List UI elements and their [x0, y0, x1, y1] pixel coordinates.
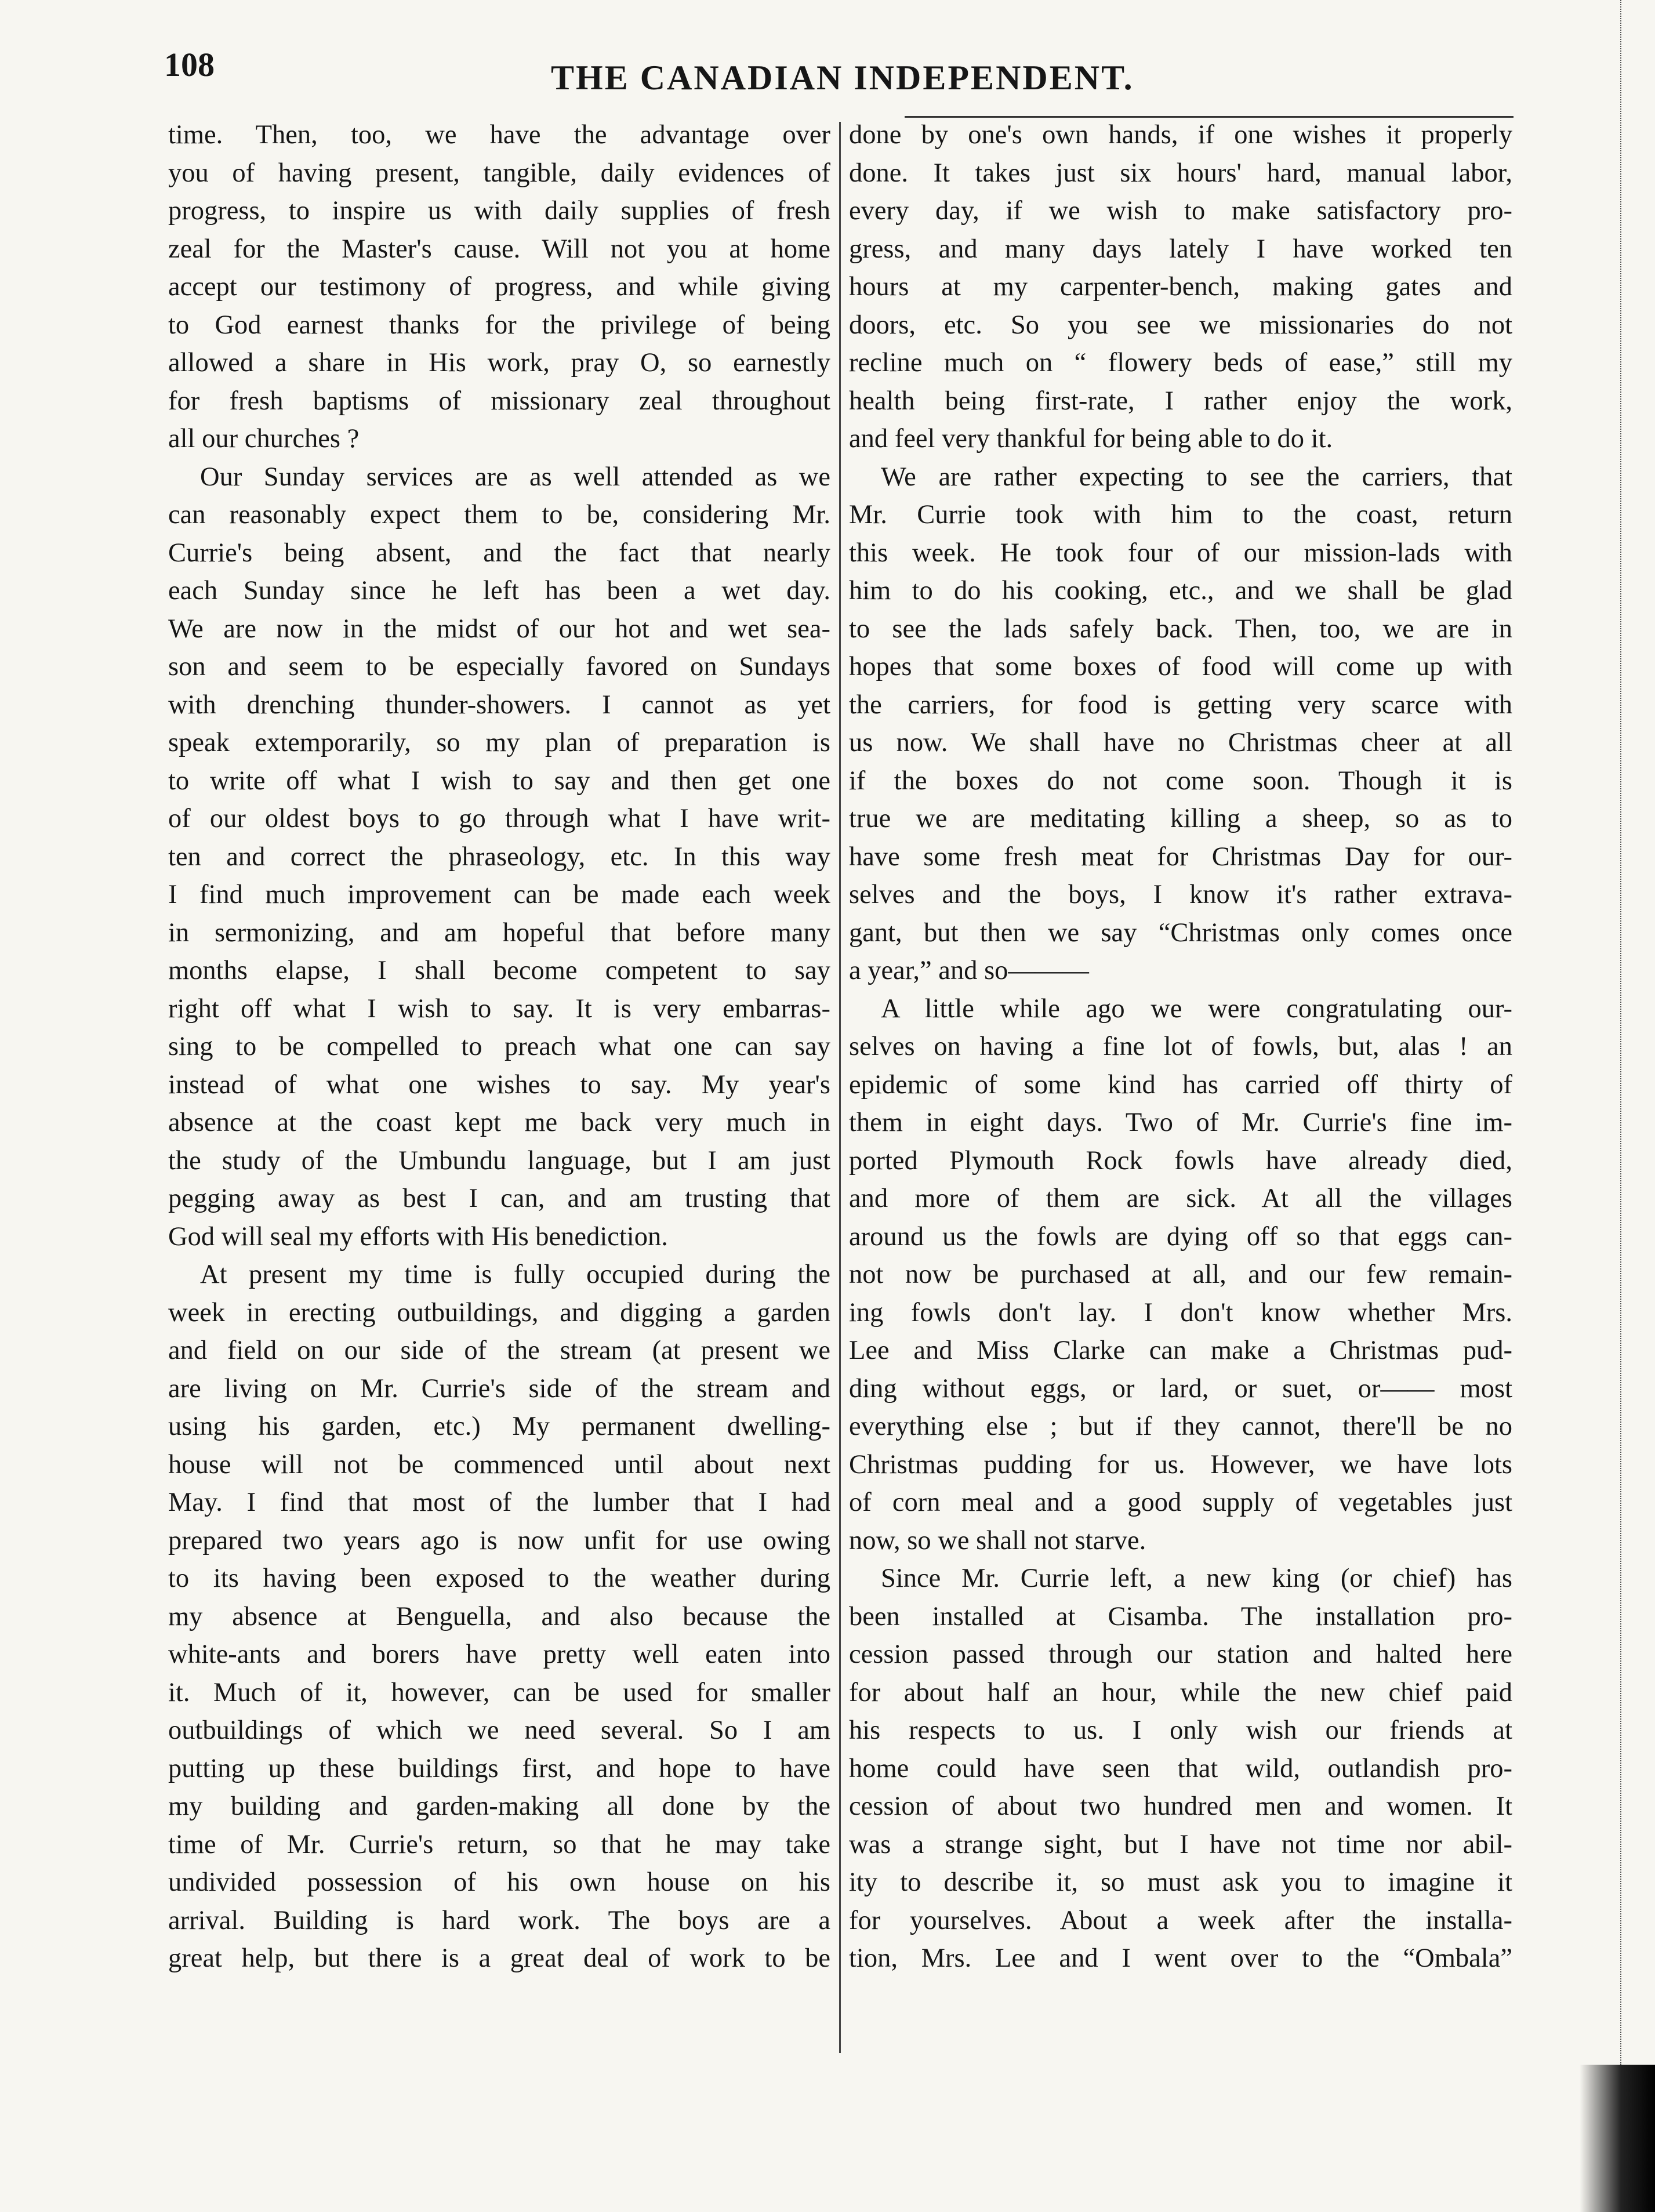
text-line: selves and the boys, I know it's rather extrava-	[849, 880, 1512, 909]
text-line: white-ants and borers have pretty well eaten into	[168, 1640, 830, 1669]
text-line: ity to describe it, so must ask you to imagine it	[849, 1867, 1512, 1897]
text-line: to its having been exposed to the weather during	[168, 1564, 830, 1593]
text-line: was a strange sight, but I have not time nor abil-	[849, 1829, 1512, 1859]
text-line: arrival. Building is hard work. The boys are a	[168, 1905, 830, 1935]
text-line: a year,” and so———	[849, 956, 1089, 985]
text-line: his respects to us. I only wish our friends at	[849, 1716, 1512, 1745]
text-line: selves on having a fine lot of fowls, but, alas ! an	[849, 1032, 1512, 1061]
text-line: epidemic of some kind has carried off thirty of	[849, 1069, 1512, 1100]
text-line: prepared two years ago is now unfit for use owing	[168, 1525, 830, 1555]
page-number: 108	[164, 46, 215, 84]
text-line: doors, etc. So you see we missionaries do not	[849, 310, 1512, 340]
text-line: gant, but then we say “Christmas only comes once	[849, 918, 1512, 948]
text-line: May. I find that most of the lumber that I had	[168, 1488, 830, 1517]
text-line: in sermonizing, and am hopeful that before many	[168, 918, 830, 948]
text-line: undivided possession of his own house on his	[168, 1867, 830, 1897]
text-line: God will seal my efforts with His benediction.	[168, 1221, 668, 1252]
text-line: recline much on “ flowery beds of ease,” still my	[849, 348, 1512, 378]
column-divider	[839, 122, 841, 2053]
text-line: week in erecting outbuildings, and digging a garden	[168, 1297, 830, 1328]
text-line: speak extemporarily, so my plan of preparation is	[168, 728, 830, 757]
text-line: cession of about two hundred men and women. It	[849, 1792, 1512, 1821]
text-line: for about half an hour, while the new chief paid	[849, 1677, 1512, 1707]
text-line: We are now in the midst of our hot and wet sea-	[168, 614, 830, 644]
text-line: months elapse, I shall become competent to say	[168, 956, 830, 985]
text-line: Currie's being absent, and the fact that nearly	[168, 538, 830, 568]
binding-edge	[1620, 0, 1621, 2065]
left-column	[168, 116, 830, 1978]
text-line: hopes that some boxes of food will come up with	[849, 652, 1512, 681]
text-line: the study of the Umbundu language, but I am just	[168, 1145, 830, 1176]
text-line: everything else ; but if they cannot, there'll be no	[849, 1412, 1512, 1441]
text-line: home could have seen that wild, outlandish pro-	[849, 1753, 1512, 1783]
text-line: and feel very thankful for being able to do it.	[849, 424, 1333, 454]
text-line: Mr. Currie took with him to the coast, return	[849, 500, 1512, 530]
text-line: zeal for the Master's cause. Will not you at home	[168, 234, 830, 264]
text-line: great help, but there is a great deal of work to be	[168, 1943, 830, 1973]
text-line: Our Sunday services are as well attended as we	[200, 462, 830, 492]
text-line: Since Mr. Currie left, a new king (or chief) has	[881, 1564, 1512, 1593]
text-line: allowed a share in His work, pray O, so earnestly	[168, 348, 830, 378]
text-line: son and seem to be especially favored on Sundays	[168, 652, 830, 681]
text-line: to see the lads safely back. Then, too, we are in	[849, 614, 1512, 644]
text-line: around us the fowls are dying off so that eggs can-	[849, 1221, 1512, 1252]
right-column	[849, 116, 1512, 1978]
text-line: for fresh baptisms of missionary zeal throughout	[168, 386, 830, 416]
text-line: us now. We shall have no Christmas cheer at all	[849, 728, 1512, 757]
text-line: for yourselves. About a week after the installa-	[849, 1905, 1512, 1935]
text-line: this week. He took four of our mission-lads with	[849, 538, 1512, 568]
text-line: We are rather expecting to see the carriers, that	[881, 462, 1512, 492]
text-line: instead of what one wishes to say. My year's	[168, 1069, 830, 1100]
text-line: Christmas pudding for us. However, we have lots	[849, 1449, 1512, 1479]
text-line: him to do his cooking, etc., and we shall be glad	[849, 576, 1512, 605]
running-head: THE CANADIAN INDEPENDENT.	[551, 59, 1134, 97]
text-line: and more of them are sick. At all the villages	[849, 1184, 1512, 1213]
text-line: of corn meal and a good supply of vegetables just	[849, 1488, 1512, 1517]
text-line: Lee and Miss Clarke can make a Christmas pud-	[849, 1336, 1512, 1365]
text-line: not now be purchased at all, and our few remain-	[849, 1260, 1512, 1289]
text-line: every day, if we wish to make satisfactory pro-	[849, 196, 1512, 226]
text-line: of our oldest boys to go through what I have writ-	[168, 804, 830, 833]
text-line: to write off what I wish to say and then get one	[168, 766, 830, 796]
text-line: right off what I wish to say. It is very embarras-	[168, 993, 830, 1024]
text-line: hours at my carpenter-bench, making gates and	[849, 272, 1512, 302]
text-line: tion, Mrs. Lee and I went over to the “Ombala”	[849, 1943, 1512, 1973]
text-line: my absence at Benguella, and also because the	[168, 1601, 830, 1631]
text-line: been installed at Cisamba. The installation pro-	[849, 1601, 1512, 1631]
binding-shadow	[1580, 2065, 1655, 2212]
text-line: and field on our side of the stream (at present we	[168, 1336, 830, 1365]
text-line: time. Then, too, we have the advantage over	[168, 120, 830, 150]
text-line: done. It takes just six hours' hard, manual labor,	[849, 158, 1512, 188]
text-line: with drenching thunder-showers. I cannot as yet	[168, 690, 830, 720]
text-line: ding without eggs, or lard, or suet, or—— most	[849, 1373, 1512, 1404]
text-line: pegging away as best I can, and am trusting that	[168, 1184, 830, 1213]
text-line: house will not be commenced until about next	[168, 1449, 830, 1479]
text-line: outbuildings of which we need several. So I am	[168, 1716, 830, 1745]
text-line: you of having present, tangible, daily evidences of	[168, 158, 830, 188]
text-line: them in eight days. Two of Mr. Currie's fine im-	[849, 1108, 1512, 1137]
text-line: time of Mr. Currie's return, so that he may take	[168, 1829, 830, 1859]
text-line: my building and garden-making all done by the	[168, 1792, 830, 1821]
text-line: gress, and many days lately I have worked ten	[849, 234, 1512, 264]
text-line: ported Plymouth Rock fowls have already died,	[849, 1145, 1512, 1176]
text-line: At present my time is fully occupied during the	[200, 1260, 830, 1289]
text-line: cession passed through our station and halted here	[849, 1640, 1512, 1669]
text-line: each Sunday since he left has been a wet day.	[168, 576, 830, 605]
text-line: I find much improvement can be made each week	[168, 880, 830, 909]
text-line: ing fowls don't lay. I don't know whether Mrs.	[849, 1297, 1512, 1328]
text-line: putting up these buildings first, and hope to have	[168, 1753, 830, 1783]
text-line: can reasonably expect them to be, considering Mr.	[168, 500, 830, 530]
text-line: health being first-rate, I rather enjoy the work,	[849, 386, 1512, 416]
text-line: true we are meditating killing a sheep, so as to	[849, 804, 1512, 833]
text-line: absence at the coast kept me back very much in	[168, 1108, 830, 1137]
text-line: it. Much of it, however, can be used for smaller	[168, 1677, 830, 1707]
text-line: have some fresh meat for Christmas Day for our-	[849, 842, 1512, 872]
text-line: the carriers, for food is getting very scarce with	[849, 690, 1512, 720]
text-line: using his garden, etc.) My permanent dwelling-	[168, 1412, 830, 1441]
text-line: sing to be compelled to preach what one can say	[168, 1032, 830, 1061]
text-line: A little while ago we were congratulating our-	[881, 993, 1512, 1024]
text-line: to God earnest thanks for the privilege of being	[168, 310, 830, 340]
text-line: are living on Mr. Currie's side of the stream and	[168, 1373, 830, 1404]
text-line: progress, to inspire us with daily supplies of fresh	[168, 196, 830, 226]
text-line: now, so we shall not starve.	[849, 1525, 1146, 1555]
text-line: if the boxes do not come soon. Though it is	[849, 766, 1512, 796]
text-line: accept our testimony of progress, and while giving	[168, 272, 830, 302]
text-line: ten and correct the phraseology, etc. In this way	[168, 842, 830, 872]
text-line: done by one's own hands, if one wishes it properly	[849, 120, 1512, 150]
text-line: all our churches ?	[168, 424, 360, 454]
